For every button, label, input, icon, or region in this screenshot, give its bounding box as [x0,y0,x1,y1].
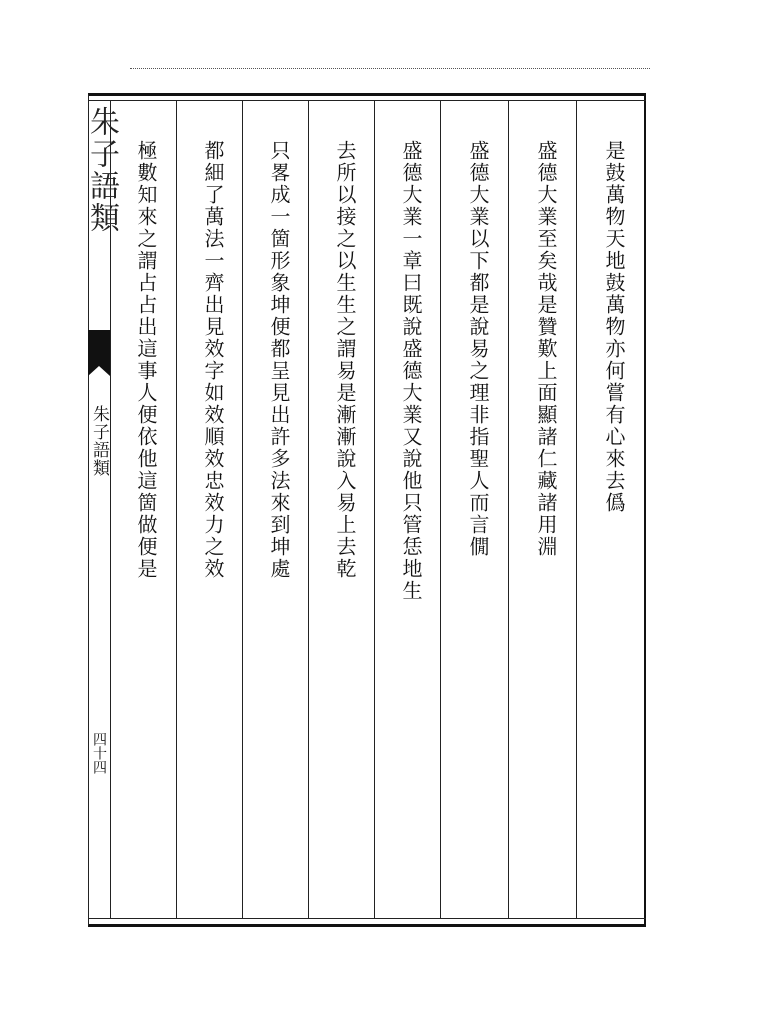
text-column-4: 盛德大業一章曰既說盛德大業又說他只管恁地生 [399,140,423,602]
column-rule [374,100,375,918]
gutter-subtitle: 朱子語類 [89,405,109,477]
annotation-note: 去僞 [602,470,626,514]
column-rule [176,100,177,918]
gutter-page-number: 四十四 [91,732,107,774]
page-edge-marks [130,68,650,71]
column-rule [242,100,243,918]
column-rule [508,100,509,918]
column-rule [440,100,441,918]
column-rule [308,100,309,918]
annotation-note: 淵 [534,536,558,558]
text-column-1: 是鼓萬物天地鼓萬物亦何嘗有心來去僞 [602,140,626,514]
frame-inner-top-rule [88,100,646,101]
fish-tail-mark [88,330,110,366]
text-column-2: 盛德大業至矣哉是贊歎上面顯諸仁藏諸用淵 [534,140,558,558]
column-rule [576,100,577,918]
text-column-7: 都細了萬法一齊出見效字如效順效忠效力之效 [201,140,225,580]
text-column-6: 只畧成一箇形象坤便都呈見出許多法來到坤處 [267,140,291,580]
text-column-8: 極數知來之謂占占出這事人便依他這箇做便是 [134,140,158,580]
gutter-title: 朱子語類 [84,106,119,234]
text-column-5: 去所以接之以生生之謂易是漸漸說入易上去乾 [333,140,357,580]
text-column-3: 盛德大業以下都是說易之理非指聖人而言僩 [466,140,490,558]
annotation-note: 僩 [466,536,490,558]
